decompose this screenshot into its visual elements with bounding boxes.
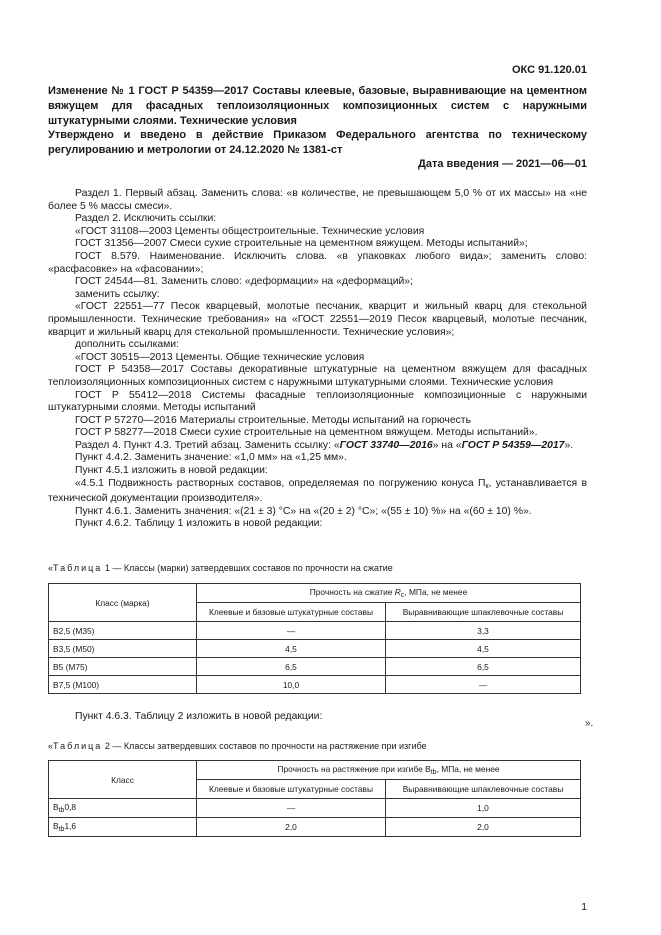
okc-code: ОКС 91.120.01	[511, 64, 587, 76]
table1-caption	[48, 563, 393, 573]
caption-label: Таблица	[53, 741, 103, 751]
symbol: R	[394, 587, 401, 597]
cell: —	[197, 799, 386, 818]
header-class: Класс	[49, 761, 197, 799]
text: Раздел 4. Пункт 4.3. Третий абзац. Заменить ссылку: «	[75, 439, 340, 451]
caption-label: Таблица	[53, 563, 103, 573]
page-number: 1	[581, 902, 587, 913]
paragraph: ГОСТ Р 54358—2017 Составы декоративные штукатурные на цементном вяжущем для фасадных теплоизоляционных композиционных систем с наружными штукатурными слоями. Технические условия	[48, 364, 587, 388]
paragraph: Пункт 4.4.2. Заменить значение: «1,0 мм» на «1,25 мм».	[75, 452, 347, 464]
amendment-title: Изменение № 1 ГОСТ Р 54359—2017 Составы клеевые, базовые, выравнивающие на цементном вяжущем для фасадных теплоизоляционных композиционных систем с наружными штукатурными слоями. Технические условия	[48, 85, 587, 127]
header-col1: Клеевые и базовые штукатурные составы	[197, 603, 386, 622]
cell: —	[386, 676, 581, 694]
paragraph: ГОСТ 8.579. Наименование. Исключить слова. «в упаковках любого вида»; заменить слово: «расфасовке» на «фасовании»;	[48, 250, 587, 275]
text: «4.5.1 Подвижность растворных составов, определяемая по погружению конуса П	[75, 477, 486, 489]
table-row	[49, 640, 581, 658]
paragraph: ГОСТ 31356—2007 Смеси сухие строительные на цементном вяжущем. Методы испытаний»;	[75, 238, 528, 250]
cell: B2,5 (M35)	[49, 622, 197, 640]
table-row	[49, 658, 581, 676]
paragraph: ГОСТ Р 55412—2018 Системы фасадные теплоизоляционные композиционные с наружными штукатурными слоями. Методы испытаний	[48, 389, 587, 414]
table2	[48, 760, 581, 837]
header-group	[197, 761, 581, 780]
cell: B7,5 (M100)	[49, 676, 197, 694]
paragraph	[48, 478, 587, 506]
paragraph: ГОСТ Р 58277—2018 Смеси сухие строительные на цементном вяжущем. Методы испытаний».	[75, 427, 538, 439]
cell	[49, 818, 197, 837]
cell: 3,3	[386, 622, 581, 640]
subscript: tb	[58, 807, 65, 814]
cell: 2,0	[386, 818, 581, 837]
header-class: Класс (марка)	[49, 584, 197, 622]
subscript: tb	[430, 769, 437, 776]
table-row	[49, 799, 581, 818]
table1	[48, 583, 581, 694]
header-col1: Клеевые и базовые штукатурные составы	[197, 780, 386, 799]
text: , МПа, не менее	[436, 764, 500, 774]
cell: 10,0	[197, 676, 386, 694]
text: ».	[564, 439, 574, 451]
paragraph: Пункт 4.6.3. Таблицу 2 изложить в новой редакции:	[75, 711, 323, 722]
cell: B3,5 (M50)	[49, 640, 197, 658]
caption-text: 2 — Классы затвердевших составов по прочности на растяжение при изгибе	[102, 741, 427, 751]
cell: —	[197, 622, 386, 640]
paragraph: Раздел 2. Исключить ссылки:	[75, 213, 217, 225]
subscript: к	[485, 482, 489, 490]
text: B	[53, 802, 59, 812]
standard-ref-new: ГОСТ Р 54359—2017	[461, 439, 565, 451]
subscript: tb	[58, 826, 65, 833]
text: Прочность на растяжение при изгибе B	[277, 764, 431, 774]
cell: 4,5	[197, 640, 386, 658]
cell	[49, 799, 197, 818]
paragraph: «ГОСТ 30515—2013 Цементы. Общие технические условия	[75, 351, 365, 363]
header-col2: Выравнивающие шпаклевочные составы	[386, 780, 581, 799]
caption-text: 1 — Классы (марки) затвердевших составов по прочности на сжатие	[102, 563, 393, 573]
text: , МПа, не менее	[404, 587, 468, 597]
paragraph	[48, 440, 587, 453]
text: » на «	[432, 439, 462, 451]
closing-quote: ».	[585, 718, 594, 729]
paragraph: заменить ссылку:	[75, 288, 160, 300]
paragraph: Пункт 4.6.2. Таблицу 1 изложить в новой редакции:	[75, 518, 323, 530]
paragraph: дополнить ссылками:	[75, 339, 179, 351]
text: , устанавливается в технической документации производителя».	[48, 477, 588, 505]
table2-caption	[48, 741, 427, 751]
header-group	[197, 584, 581, 603]
approval-statement: Утверждено и введено в действие Приказом Федерального агентства по техническому регулированию и метрологии от 24.12.2020 № 1381-ст	[48, 129, 587, 156]
standard-ref-old: ГОСТ 33740—2016	[339, 439, 433, 451]
paragraph: Пункт 4.6.1. Заменить значения: «(21 ± 3) °С» на «(20 ± 2) °С»; «(55 ± 10) %» на «(60 ± 10) %».	[75, 505, 532, 517]
table-row	[49, 676, 581, 694]
paragraph: «ГОСТ 22551—77 Песок кварцевый, молотые песчаник, кварцит и жильный кварц для стекольной промышленности. Технические требования» на «ГОСТ 22551—2019 Песок кварцевый, молотые песчаник, кварцит и жильный кварц для стекольной промышленности. Технические условия»;	[48, 301, 587, 338]
cell: 1,0	[386, 799, 581, 818]
amendment-body	[48, 188, 587, 531]
table-row	[49, 622, 581, 640]
text: B	[53, 821, 59, 831]
subscript: c	[400, 592, 405, 599]
text: Прочность на сжатие	[309, 587, 395, 597]
paragraph: «ГОСТ 31108—2003 Цементы общестроительные. Технические условия	[75, 225, 425, 237]
caption-prefix: «	[48, 741, 54, 751]
paragraph: ГОСТ Р 57270—2016 Материалы строительные. Методы испытаний на горючесть	[75, 414, 471, 426]
cell: 6,5	[197, 658, 386, 676]
cell: 6,5	[386, 658, 581, 676]
cell: 4,5	[386, 640, 581, 658]
introduction-date: Дата введения — 2021—06—01	[418, 158, 587, 170]
cell: B5 (M75)	[49, 658, 197, 676]
paragraph: Пункт 4.5.1 изложить в новой редакции:	[75, 465, 268, 477]
paragraph: Раздел 1. Первый абзац. Заменить слова: «в количестве, не превышающем 5,0 % от их массы» на «не более 5 % массы смеси».	[48, 188, 587, 212]
cell: 2,0	[197, 818, 386, 837]
caption-prefix: «	[48, 563, 54, 573]
table-row	[49, 818, 581, 837]
text: 1,6	[64, 821, 77, 831]
text: 0,8	[64, 802, 77, 812]
header-col2: Выравнивающие шпаклевочные составы	[386, 603, 581, 622]
paragraph: ГОСТ 24544—81. Заменить слово: «деформации» на «деформаций»;	[75, 276, 413, 288]
